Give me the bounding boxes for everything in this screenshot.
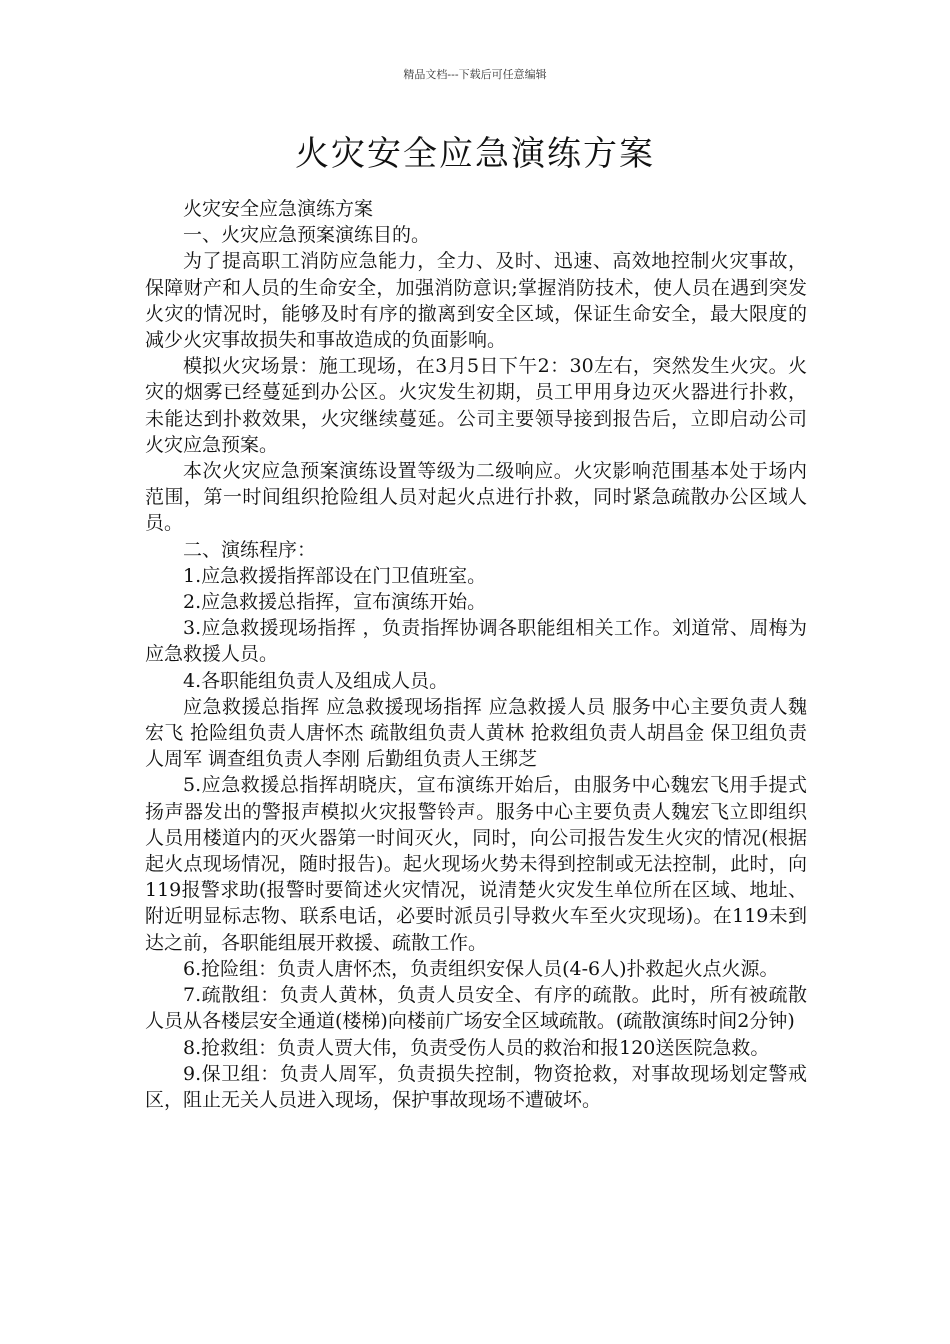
section-heading-purpose: 一、火灾应急预案演练目的。 — [183, 224, 431, 247]
document-title: 火灾安全应急演练方案 — [295, 134, 655, 174]
procedure-item-4: 4.各职能组负责人及组成人员。 — [183, 669, 449, 692]
procedure-item-2: 2.应急救援总指挥，宣布演练开始。 — [183, 591, 487, 614]
procedure-item-5: 5.应急救援总指挥胡晓庆，宣布演练开始后，由服务中心魏宏飞用手提式扬声器发出的警报声模拟火灾报警铃声。服务中心主要负责人魏宏飞立即组织人员用楼道内的灭火器第一时间灭火，同时，向公司报告发生火灾的情况(根据起火点现场情况，随时报告)。起火现场火势未得到控制或无法控制，此时，向119报警求助(报警时要简述火灾情况，说清楚火灾发生单位所在区域、地址、附近明显标志物、联系电话，必要时派员引导救火车至火灾现场)。在119未到达之前，各职能组展开救援、疏散工作。 — [145, 774, 807, 954]
page-header-note: 精品文档---下载后可任意编辑 — [403, 68, 547, 81]
procedure-item-6: 6.抢险组：负责人唐怀杰，负责组织安保人员(4-6人)扑救起火点火源。 — [183, 957, 779, 980]
paragraph-purpose: 为了提高职工消防应急能力，全力、及时、迅速、高效地控制火灾事故，保障财产和人员的生命安全，加强消防意识;掌握消防技术，使人员在遇到突发火灾的情况时，能够及时有序的撤离到安全区域，保证生命安全，最大限度的减少火灾事故损失和事故造成的负面影响。 — [145, 250, 807, 352]
procedure-item-8: 8.抢救组：负责人贾大伟，负责受伤人员的救治和报120送医院急救。 — [183, 1036, 770, 1059]
paragraph-scenario: 模拟火灾场景：施工现场，在3月5日下午2：30左右，突然发生火灾。火灾的烟雾已经蔓延到办公区。火灾发生初期，员工甲用身边灭火器进行扑救，未能达到扑救效果，火灾继续蔓延。公司主要领导接到报告后，立即启动公司火灾应急预案。 — [145, 355, 807, 456]
paragraph-team-roster: 应急救援总指挥 应急救援现场指挥 应急救援人员 服务中心主要负责人魏宏飞 抢险组负责人唐怀杰 疏散组负责人黄林 抢救组负责人胡昌金 保卫组负责人周军 调查组负责人李刚 后勤组负责人王绑芝 — [145, 695, 807, 771]
paragraph-response-level: 本次火灾应急预案演练设置等级为二级响应。火灾影响范围基本处于场内范围，第一时间组织抢险组人员对起火点进行扑救，同时紧急疏散办公区域人员。 — [145, 460, 807, 535]
procedure-item-7: 7.疏散组：负责人黄林，负责人员安全、有序的疏散。此时，所有被疏散人员从各楼层安全通道(楼梯)向楼前广场安全区域疏散。(疏散演练时间2分钟) — [145, 984, 807, 1033]
document-body — [145, 196, 807, 1113]
procedure-item-1: 1.应急救援指挥部设在门卫值班室。 — [183, 564, 487, 587]
section-heading-procedure: 二、演练程序： — [183, 538, 317, 561]
body-subtitle: 火灾安全应急演练方案 — [183, 198, 374, 220]
procedure-item-3: 3.应急救援现场指挥 ，负责指挥协调各职能组相关工作。刘道常、周梅为应急救援人员。 — [145, 617, 807, 666]
procedure-item-9: 9.保卫组：负责人周军，负责损失控制，物资抢救，对事故现场划定警戒区，阻止无关人员进入现场，保护事故现场不遭破坏。 — [145, 1062, 807, 1111]
